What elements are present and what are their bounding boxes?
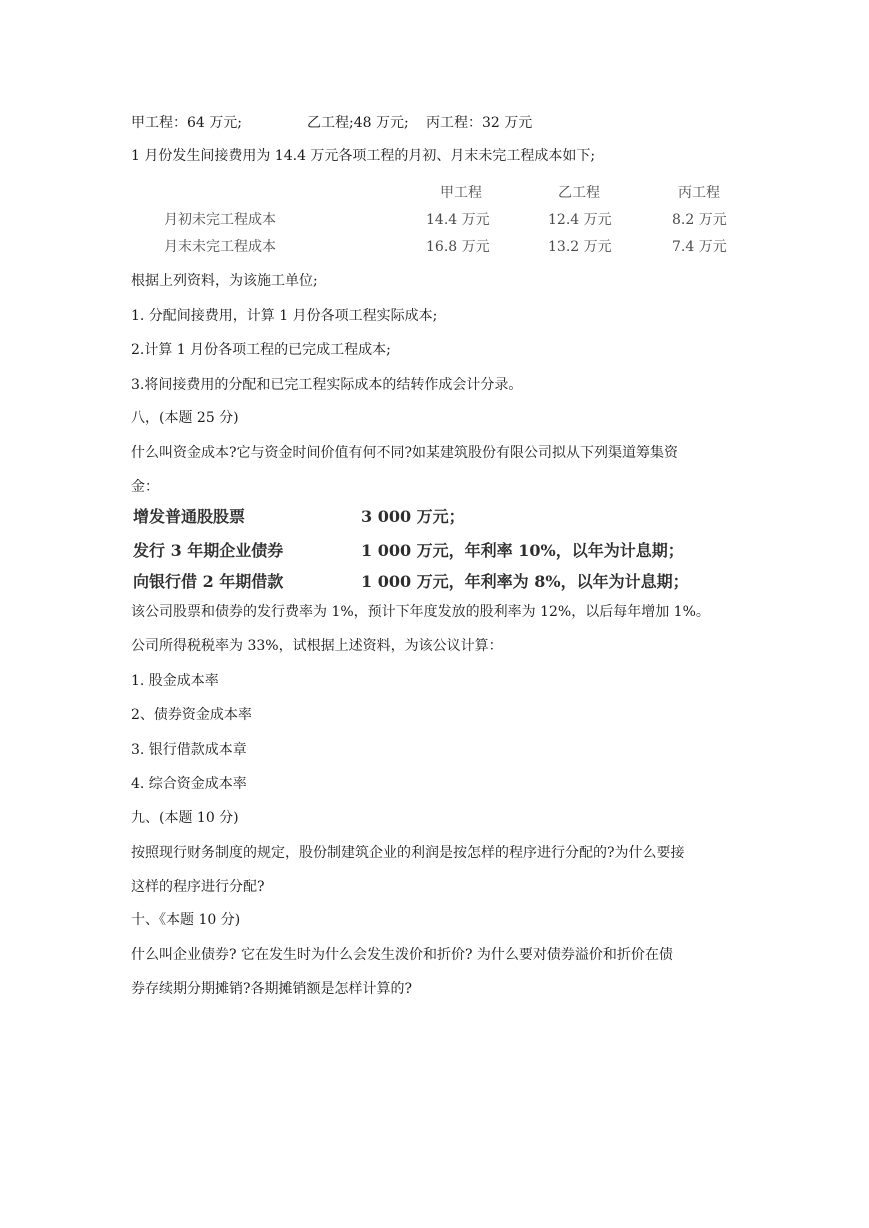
cost-table-cell: 7.4 万元 — [672, 239, 727, 255]
allocation-bing: 丙工程：32 万元 — [426, 115, 533, 131]
task-item: 3.将间接费用的分配和已完工程实际成本的结转作成会计分录。 — [131, 377, 523, 393]
cost-table-row-label: 月末未完工程成本 — [164, 239, 276, 255]
section8-question: 什么叫资金成本?它与资金时间价值有何不同?如某建筑股份有限公司拟从下列渠道筹集资 — [131, 445, 679, 461]
section8-item: 4. 综合资金成本率 — [131, 776, 247, 792]
section10-question: 什么叫企业债券? 它在发生时为什么会发生泼价和折价? 为什么要对债券溢价和折价在债 — [131, 947, 673, 963]
section8-item: 2、债券资金成本率 — [131, 707, 252, 723]
fund-source-label: 发行 3 年期企业债券 — [133, 541, 284, 560]
section8-item: 3. 银行借款成本章 — [131, 742, 247, 758]
cost-table-header-jia: 甲工程 — [440, 185, 482, 201]
section8-conditions: 该公司股票和债券的发行费率为 1%，预计下年度发放的股利率为 12%，以后每年增加 1%。 — [131, 604, 710, 620]
section10-heading: 十、《本题 10 分) — [131, 912, 241, 928]
fund-source-label: 向银行借 2 年期借款 — [133, 572, 284, 591]
cost-table — [150, 182, 750, 262]
allocation-yi: 乙工程;48 万元; — [307, 115, 409, 131]
fund-source-detail: 1 000 万元，年利率为 8%，以年为计息期； — [361, 572, 689, 591]
fund-source-detail: 1 000 万元，年利率 10%，以年为计息期； — [361, 541, 684, 560]
allocation-jia: 甲工程：64 万元; — [131, 115, 242, 131]
instruction-text: 根据上列资料，为该施工单位; — [131, 273, 318, 289]
cost-table-cell: 13.2 万元 — [548, 239, 612, 255]
cost-table-cell: 16.8 万元 — [426, 239, 490, 255]
cost-table-cell: 8.2 万元 — [672, 212, 727, 228]
task-item: 2.计算 1 月份各项工程的已完成工程成本; — [131, 342, 391, 358]
fund-source-table — [133, 502, 753, 598]
section8-conditions-cont: 公司所得税税率为 33%，试根据上述资料，为该公议计算： — [131, 638, 503, 654]
cost-table-cell: 14.4 万元 — [426, 212, 490, 228]
section10-question-cont: 券存续期分期摊销?各期摊销额是怎样计算的? — [131, 981, 413, 997]
task-item: 1. 分配间接费用，计算 1 月份各项工程实际成本; — [131, 308, 438, 324]
cost-table-cell: 12.4 万元 — [548, 212, 612, 228]
cost-table-row-label: 月初未完工程成本 — [164, 212, 276, 228]
section9-question: 按照现行财务制度的规定，股份制建筑企业的利润是按怎样的程序进行分配的?为什么要接 — [131, 845, 685, 861]
section9-question-cont: 这样的程序进行分配? — [131, 879, 265, 895]
allocation-line — [131, 113, 532, 133]
section8-heading: 八，(本题 25 分) — [131, 410, 239, 426]
section8-question-cont: 金： — [131, 479, 159, 495]
section9-heading: 九、(本题 10 分) — [131, 810, 239, 826]
cost-table-header-yi: 乙工程 — [558, 185, 600, 201]
section8-item: 1. 股金成本率 — [131, 673, 219, 689]
intro-text: 1 月份发生间接费用为 14.4 万元各项工程的月初、月末未完工程成本如下; — [131, 148, 596, 164]
fund-source-detail: 3 000 万元； — [361, 507, 465, 526]
fund-source-label: 增发普通股股票 — [133, 507, 246, 526]
cost-table-header-bing: 丙工程 — [678, 185, 720, 201]
